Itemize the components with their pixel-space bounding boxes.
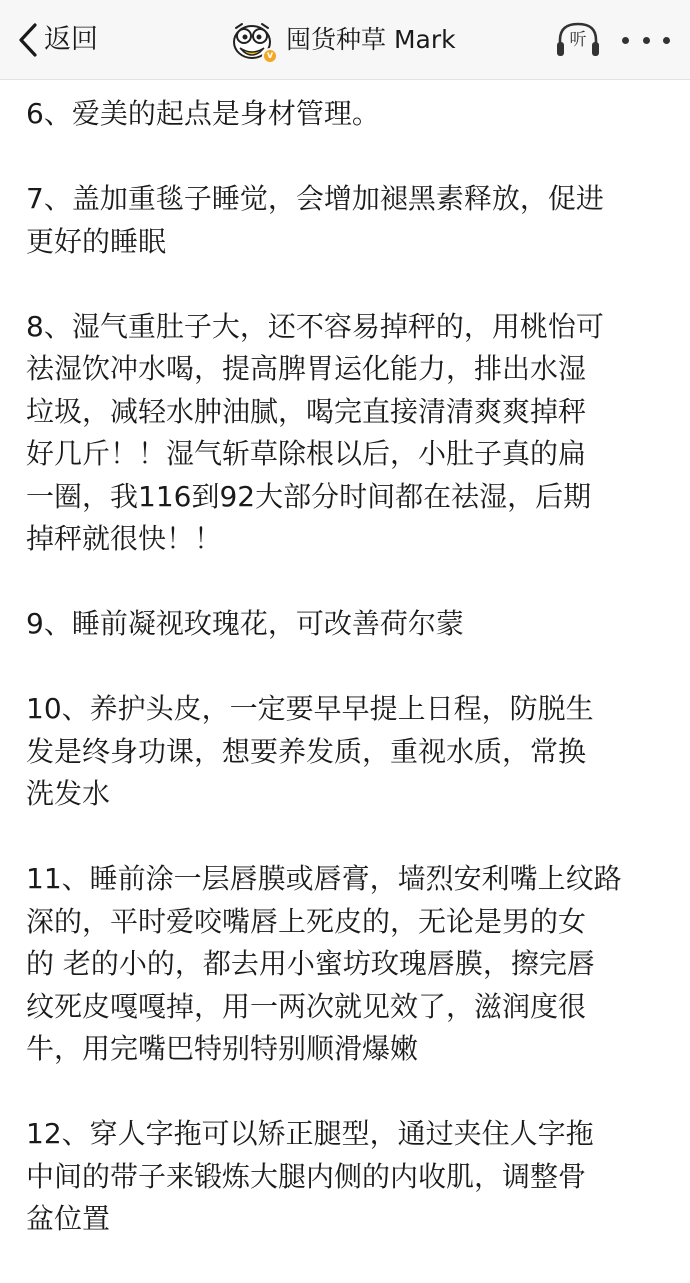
article-body	[26, 93, 666, 1283]
text-line: 纹死皮嘎嘎掉，用一两次就见效了，滋润度很	[26, 989, 587, 1023]
text-line: 的 老的小的，都去用小蜜坊玫瑰唇膜，擦完唇	[26, 947, 595, 980]
text-line: 祛湿饮冲水喝，提高脾胃运化能力，排出水湿	[26, 352, 587, 385]
text-line: 一圈，我116到92大部分时间都在祛湿，后期	[26, 479, 592, 513]
listen-label: 听	[569, 30, 587, 50]
text-line: 更好的睡眠	[26, 224, 167, 258]
paragraph-7	[26, 178, 666, 263]
text-line: 盆位置	[26, 1202, 111, 1235]
paragraph-8	[26, 306, 666, 561]
text-line: 9、睡前凝视玫瑰花，可改善荷尔蒙	[26, 607, 464, 640]
more-dots-icon	[663, 37, 670, 44]
text-line: 10、养护头皮，一定要早早提上日程，防脱生	[26, 692, 594, 725]
listen-button[interactable]	[555, 20, 601, 60]
more-dots-icon	[643, 37, 650, 44]
back-button[interactable]	[18, 22, 98, 58]
account-title[interactable]	[230, 18, 456, 62]
page-title: 囤货种草 Mark	[286, 25, 456, 54]
text-line: 6、爱美的起点是身材管理。	[26, 97, 380, 130]
text-line: 好几斤！！湿气斩草除根以后，小肚子真的扁	[26, 437, 587, 470]
text-line: 8、湿气重肚子大，还不容易掉秤的，用桃怡可	[26, 309, 604, 343]
text-line: 掉秤就很快！！	[26, 522, 223, 555]
more-button[interactable]	[622, 30, 670, 50]
verified-badge: v	[262, 48, 278, 64]
paragraph-11	[26, 858, 666, 1071]
text-line: 垃圾，减轻水肿油腻，喝完直接清清爽爽掉秤	[26, 394, 587, 428]
top-nav-bar	[0, 0, 690, 80]
text-line: 7、盖加重毯子睡觉，会增加褪黑素释放，促进	[26, 182, 604, 215]
text-line: 12、穿人字拖可以矫正腿型，通过夹住人字拖	[26, 1117, 594, 1150]
back-label: 返回	[44, 24, 98, 55]
chevron-left-icon	[18, 23, 38, 57]
paragraph-12	[26, 1113, 666, 1241]
text-line: 11、睡前涂一层唇膜或唇膏，墙烈安利嘴上纹路	[26, 862, 622, 895]
more-dots-icon	[622, 37, 629, 44]
avatar[interactable]	[230, 18, 274, 62]
paragraph-10	[26, 688, 666, 816]
text-line: 洗发水	[26, 777, 111, 810]
text-line: 深的，平时爱咬嘴唇上死皮的，无论是男的女	[26, 904, 587, 938]
text-line: 发是终身功课，想要养发质，重视水质，常换	[26, 734, 587, 768]
paragraph-9	[26, 603, 666, 646]
text-line: 牛，用完嘴巴特别特别顺滑爆嫩	[26, 1032, 419, 1065]
paragraph-6	[26, 93, 666, 136]
text-line: 中间的带子来锻炼大腿内侧的内收肌，调整骨	[26, 1159, 587, 1193]
